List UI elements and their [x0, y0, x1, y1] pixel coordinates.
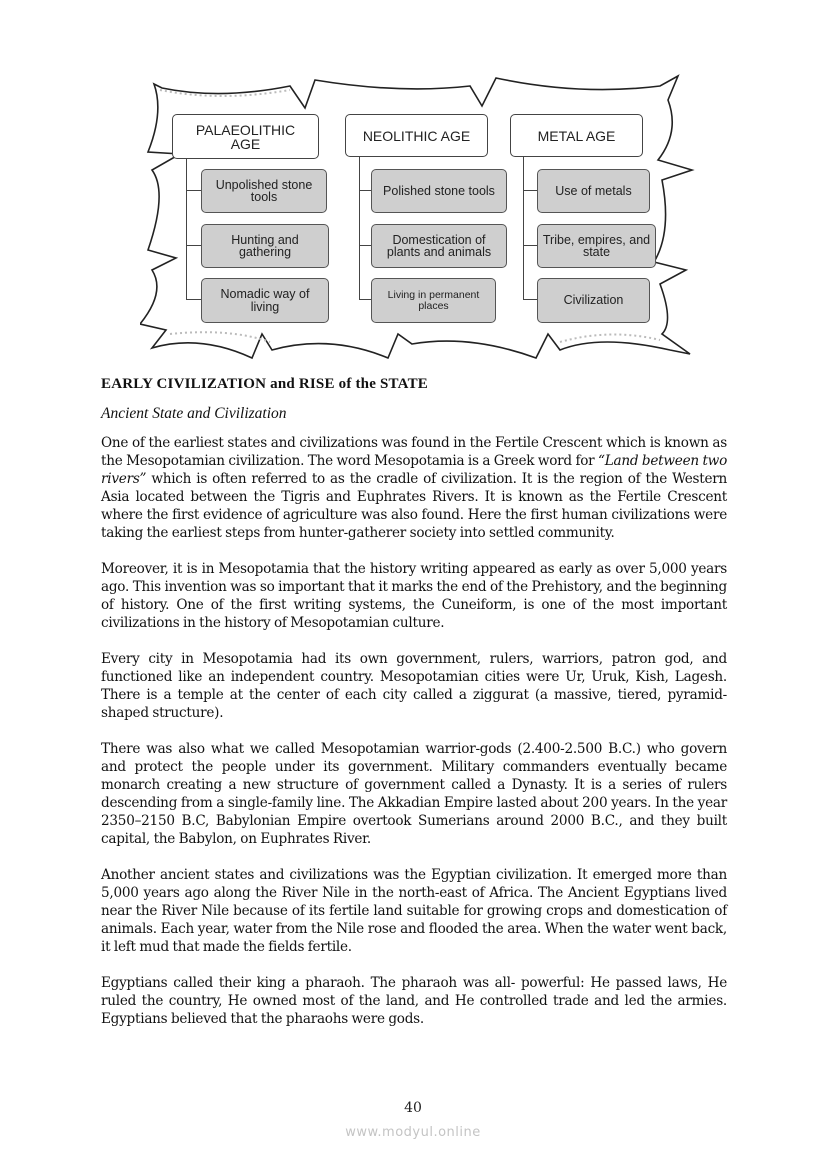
connector-line — [523, 190, 537, 191]
page-number: 40 — [404, 1100, 422, 1116]
connector-line — [186, 299, 201, 300]
paragraph-pharaoh: Egyptians called their king a pharaoh. The pharaoh was all- powerful: He passed laws, He ruled the country, He owned most of the land, and He controlled trade and led the armies. Egyptians believed that the pharaohs were gods. — [101, 975, 727, 1027]
item-domestication-of-plants-and-animals: Domestication of plants and animals — [371, 224, 507, 268]
header-line: PALAEOLITHIC — [195, 121, 296, 138]
paragraph-egypt: Another ancient states and civilizations was the Egyptian civilization. It emerged more than 5,000 years ago along the River Nile in the north-east of Africa. The Ancient Egyptians lived near the River Nile because of its fertile land suitable for growing crops and domestication of animals. Each year, water from the Nile rose and flooded the area. When the water went back, it left mud that made the fields fertile. — [101, 867, 727, 955]
header-line: AGE — [230, 135, 261, 152]
connector-line — [186, 190, 201, 191]
item-nomadic-way-of-living: Nomadic way of living — [201, 278, 329, 323]
item-civilization: Civilization — [537, 278, 650, 323]
paragraph-writing: Moreover, it is in Mesopotamia that the history writing appeared as early as over 5,000 years ago. This invention was so important that it marks the end of the Prehistory, and the beginning of history. One of the first writing systems, the Cuneiform, is one of the most important civilizations in the history of Mesopotamian culture. — [101, 561, 727, 631]
ages-diagram — [140, 72, 695, 364]
connector-line — [523, 157, 524, 300]
paragraph-text: One of the earliest states and civilizations was found in the Fertile Crescent which is known as the Mesopotamian civilization. The word Mesopotamia is a Greek word for — [101, 435, 727, 469]
watermark: www.modyul.online — [345, 1125, 481, 1140]
header-neolithic-age: NEOLITHIC AGE — [345, 114, 488, 157]
connector-line — [359, 157, 360, 300]
item-unpolished-stone-tools: Unpolished stone tools — [201, 169, 327, 213]
document-body — [101, 372, 727, 1028]
item-polished-stone-tools: Polished stone tools — [371, 169, 507, 213]
paragraph-dynasty: There was also what we called Mesopotamian warrior-gods (2.400-2.500 B.C.) who govern and protect the people under its government. Military commanders eventually became monarch creating a new structure of government called a Dynasty. It is a series of rulers descending from a single-family line. The Akkadian Empire lasted about 200 years. In the year 2350–2150 B.C, Babylonian Empire overtook Sumerians around 2000 B.C., and they built capital, the Babylon, on Euphrates River. — [101, 741, 727, 847]
connector-line — [186, 245, 201, 246]
italic-quote: “Land between two rivers” — [101, 453, 728, 487]
connector-line — [523, 245, 537, 246]
item-tribe-empires-and-state: Tribe, empires, and state — [537, 224, 656, 268]
paragraph-cities: Every city in Mesopotamia had its own government, rulers, warriors, patron god, and functioned like an independent country. Mesopotamian cities were Ur, Uruk, Kish, Lagesh. There is a temple at the center of each city called a ziggurat (a massive, tiered, pyramid-shaped structure). — [101, 651, 727, 721]
header-palaeolithic-age — [172, 114, 319, 159]
item-hunting-and-gathering: Hunting and gathering — [201, 224, 329, 268]
item-use-of-metals: Use of metals — [537, 169, 650, 213]
paragraph-mesopotamia-intro — [101, 434, 727, 542]
header-metal-age: METAL AGE — [510, 114, 643, 157]
section-subheading: Ancient State and Civilization — [101, 405, 287, 422]
connector-line — [186, 159, 187, 300]
connector-line — [523, 299, 537, 300]
paragraph-text: which is often referred to as the cradle of civilization. It is the region of the Western Asia located between the Tigris and Euphrates Rivers. It is known as the Fertile Crescent where the first evidence of agriculture was also found. Here the first human civilizations were taking the earliest steps from hunter-gatherer society into settled community. — [101, 471, 727, 541]
item-living-in-permanent-places: Living in permanent places — [371, 278, 496, 323]
section-heading: EARLY CIVILIZATION and RISE of the STATE — [101, 376, 428, 392]
